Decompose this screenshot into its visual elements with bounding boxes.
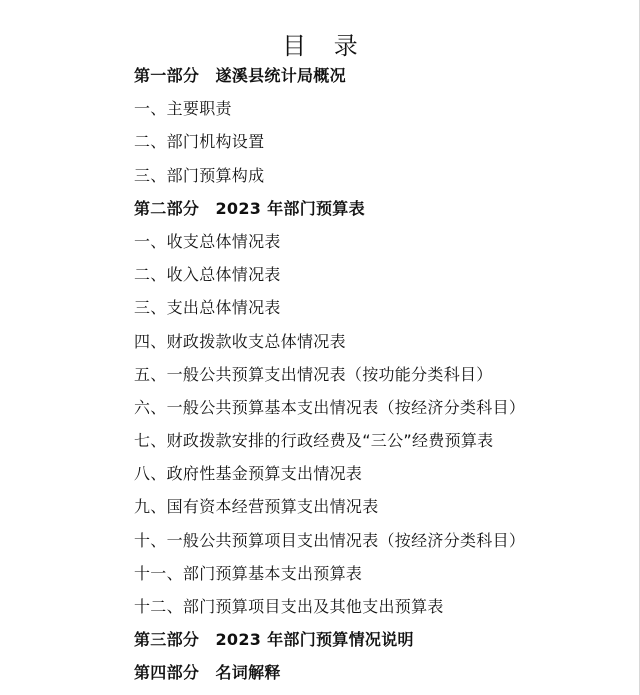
toc-item: 三、支出总体情况表 — [134, 298, 281, 318]
toc-item: 十、一般公共预算项目支出情况表（按经济分类科目） — [134, 530, 526, 550]
toc-part-heading: 第三部分 2023 年部门预算情况说明 — [134, 630, 414, 650]
toc-item: 八、政府性基金预算支出情况表 — [134, 464, 363, 484]
page-title: 目 录 — [282, 32, 368, 60]
table-of-contents — [134, 59, 525, 690]
toc-part-heading: 第一部分 遂溪县统计局概况 — [134, 66, 346, 85]
toc-part-heading: 第四部分 名词解释 — [134, 663, 281, 683]
toc-item: 七、财政拨款安排的行政经费及“三公”经费预算表 — [134, 431, 494, 451]
toc-item: 三、部门预算构成 — [134, 165, 265, 185]
toc-item: 四、财政拨款收支总体情况表 — [134, 331, 346, 351]
toc-item: 一、收支总体情况表 — [134, 231, 281, 251]
toc-item: 一、主要职责 — [134, 99, 232, 119]
toc-item: 九、国有资本经营预算支出情况表 — [134, 497, 379, 517]
toc-item: 六、一般公共预算基本支出情况表（按经济分类科目） — [134, 397, 526, 417]
toc-part-heading: 第二部分 2023 年部门预算表 — [134, 198, 365, 218]
toc-item: 二、收入总体情况表 — [134, 265, 281, 285]
toc-item: 十一、部门预算基本支出预算表 — [134, 563, 363, 583]
toc-item: 五、一般公共预算支出情况表（按功能分类科目） — [134, 364, 493, 384]
toc-item: 十二、部门预算项目支出及其他支出预算表 — [134, 597, 444, 616]
toc-item: 二、部门机构设置 — [134, 132, 265, 152]
